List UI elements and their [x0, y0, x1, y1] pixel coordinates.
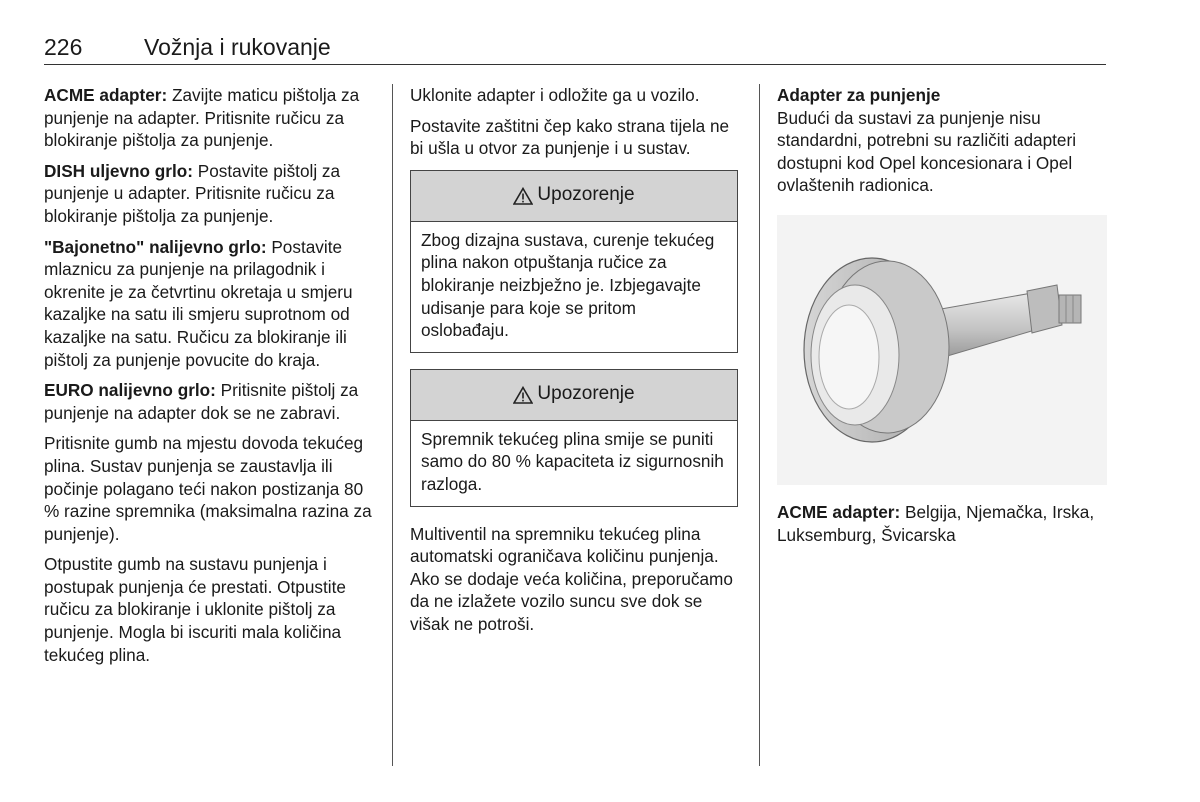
warning-title: Upozorenje — [537, 184, 635, 206]
column-divider — [759, 84, 760, 766]
warning-text: Zbog dizajna sustava, curenje tekućeg plina nakon otpuštanja ručice za blokiranje neizbježno je. Izbjegavajte udisanje para koje se pritom oslobađaju. — [421, 229, 715, 341]
paragraph-text: Multiventil na spremniku tekućeg plina automatski ograničava količinu punjenja. Ako se dodaje veća količina, preporučamo da ne izlažete vozilo suncu sve dok se višak ne potroši. — [410, 523, 733, 634]
section-title: Vožnja i rukovanje — [144, 34, 331, 60]
paragraph-text: Pritisnite gumb na mjestu dovoda tekućeg plina. Sustav punjenja se zaustavlja ili počinje polagano teći nakon postizanja 80 % razine spremnika (maksimalna razina za punjenje). — [44, 433, 372, 544]
paragraph-text: Budući da sustavi za punjenje nisu standardni, potrebni su različiti adapteri dostupni kod Opel koncesionara i Opel ovlaštenih radionica. — [777, 107, 1077, 196]
column-right — [777, 84, 1107, 554]
column-left — [44, 84, 376, 674]
acme-adapter-illustration — [777, 215, 1107, 485]
term-label: DISH uljevno grlo: — [44, 160, 193, 181]
warning-text: Spremnik tekućeg plina smije se puniti samo do 80 % kapaciteta iz sigurnosnih razloga. — [421, 428, 724, 494]
paragraph-text: Zavijte maticu pištolja za punjenje na adapter. Pritisnite ručicu za blokiranje pištolja za punjenje. — [44, 85, 360, 151]
warning-triangle-icon — [513, 386, 533, 404]
paragraph-text: Otpustite gumb na sustavu punjenja i postupak punjenja će prestati. Otpustite ručicu za blokiranje i uklonite pištolj za punjenje. Mogla bi iscuriti mala količina tekućeg plina. — [44, 554, 346, 665]
section-heading: Adapter za punjenje — [777, 85, 941, 105]
warning-header — [411, 171, 737, 222]
warning-triangle-icon — [513, 187, 533, 205]
term-label: "Bajonetno" nalijevno grlo: — [44, 236, 267, 257]
paragraph-text: Postavite pištolj za punjenje u adapter. Pritisnite ručicu za blokiranje pištolja za punjenje. — [44, 160, 341, 226]
warning-title: Upozorenje — [537, 383, 635, 405]
paragraph-bayonet — [44, 236, 376, 372]
figure-caption — [777, 501, 1107, 546]
page-header — [44, 34, 1106, 65]
warning-box — [410, 170, 738, 353]
paragraph-text: Postavite mlaznicu za punjenje na prilagodnik i okrenite je za četvrtinu okretaja u smjeru kazaljke na satu ili smjeru suprotnom od kazaljke na satu. Ručicu za blokiranje ili pištolj za punjenje povucite do kraja. — [44, 236, 353, 370]
warning-header — [411, 370, 737, 421]
paragraph-text: Postavite zaštitni čep kako strana tijela ne bi ušla u otvor za punjenje i u sustav. — [410, 115, 730, 159]
page-number: 226 — [44, 34, 83, 60]
term-label: ACME adapter: — [44, 85, 168, 105]
column-divider — [392, 84, 393, 766]
warning-box — [410, 369, 738, 507]
column-middle — [410, 84, 742, 644]
paragraph-acme — [44, 84, 376, 152]
caption-text: Belgija, Njemačka, Irska, Luksemburg, Švicarska — [777, 501, 1095, 545]
paragraph-dish — [44, 160, 376, 228]
paragraph-text: Uklonite adapter i odložite ga u vozilo. — [410, 85, 700, 105]
paragraph-text: Pritisnite pištolj za punjenje na adapter dok se ne zabravi. — [44, 380, 359, 423]
term-label: EURO nalijevno grlo: — [44, 380, 216, 401]
paragraph-euro — [44, 379, 376, 424]
term-label: ACME adapter: — [777, 501, 901, 522]
